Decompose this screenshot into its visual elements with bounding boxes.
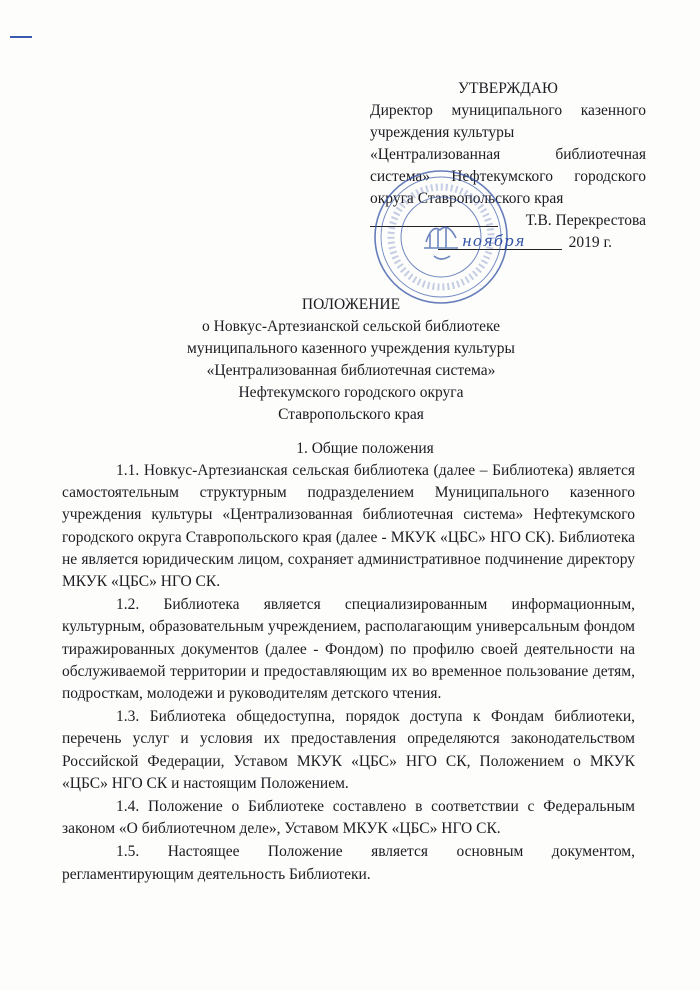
official-seal-stamp [372, 168, 510, 306]
signatory-name: Т.В. Перекрестова [525, 212, 646, 229]
approval-line: учреждения культуры [370, 124, 515, 141]
document-title-line: Нефтекумского городского округа [238, 384, 464, 401]
handwritten-date: ноября [462, 232, 526, 250]
section-body [62, 460, 635, 887]
approval-line: «Централизованная библиотечная [370, 146, 646, 163]
approval-line: округа Ставропольского края [370, 190, 564, 207]
section-heading: 1. Общие положения [296, 440, 434, 457]
date-year: 2019 г. [568, 234, 612, 251]
approval-title: УТВЕРЖДАЮ [458, 80, 558, 97]
paragraph-1-2: 1.2. Библиотека является специализированным информационным, культурным, образовательным учреждением, располагающим универсальным фондом тиражированных документов (далее - Фондом) по профилю своей деятельности на обслуживаемой территории и предоставляющим их во временное пользование детям, подросткам, молодежи и руководителям детского чтения. [62, 596, 635, 703]
corner-mark [10, 36, 32, 38]
paragraph-1-1: 1.1. Новкус-Артезианская сельская библиотека (далее – Библиотека) является самостоятельным структурным подразделением Муниципального казенного учреждения культуры «Централизованная библиотечная система» Нефтекумского городского округа Ставропольского края (далее - МКУК «ЦБС» НГО СК). Библиотека не является юридическим лицом, сохраняет административное подчинение директору МКУК «ЦБС» НГО СК. [62, 462, 635, 591]
document-heading: ПОЛОЖЕНИЕ [301, 296, 401, 313]
document-title-line: муниципального казенного учреждения культуры [187, 340, 515, 357]
paragraph-1-4: 1.4. Положение о Библиотеке составлено в соответствии с Федеральным законом «О библиотечном деле», Уставом МКУК «ЦБС» НГО СК. [62, 798, 635, 838]
document-title-line: «Централизованная библиотечная система» [206, 362, 496, 379]
paragraph-1-5: 1.5. Настоящее Положение является основным документом, регламентирующим деятельность Библиотеки. [62, 843, 635, 883]
approval-line: система» Нефтекумского городского [370, 168, 646, 185]
document-title-line: о Новкус-Артезианской сельской библиотеке [202, 318, 500, 335]
document-title [0, 294, 700, 426]
paragraph-1-3: 1.3. Библиотека общедоступна, порядок доступа к Фондам библиотеки, перечень услуг и условия их предоставления определяются законодательством Российской Федерации, Уставом МКУК «ЦБС» НГО СК, Положением о МКУК «ЦБС» НГО СК и настоящим Положением. [62, 708, 635, 792]
document-title-line: Ставропольского края [278, 406, 424, 423]
approval-line: Директор муниципального казенного [370, 102, 646, 119]
